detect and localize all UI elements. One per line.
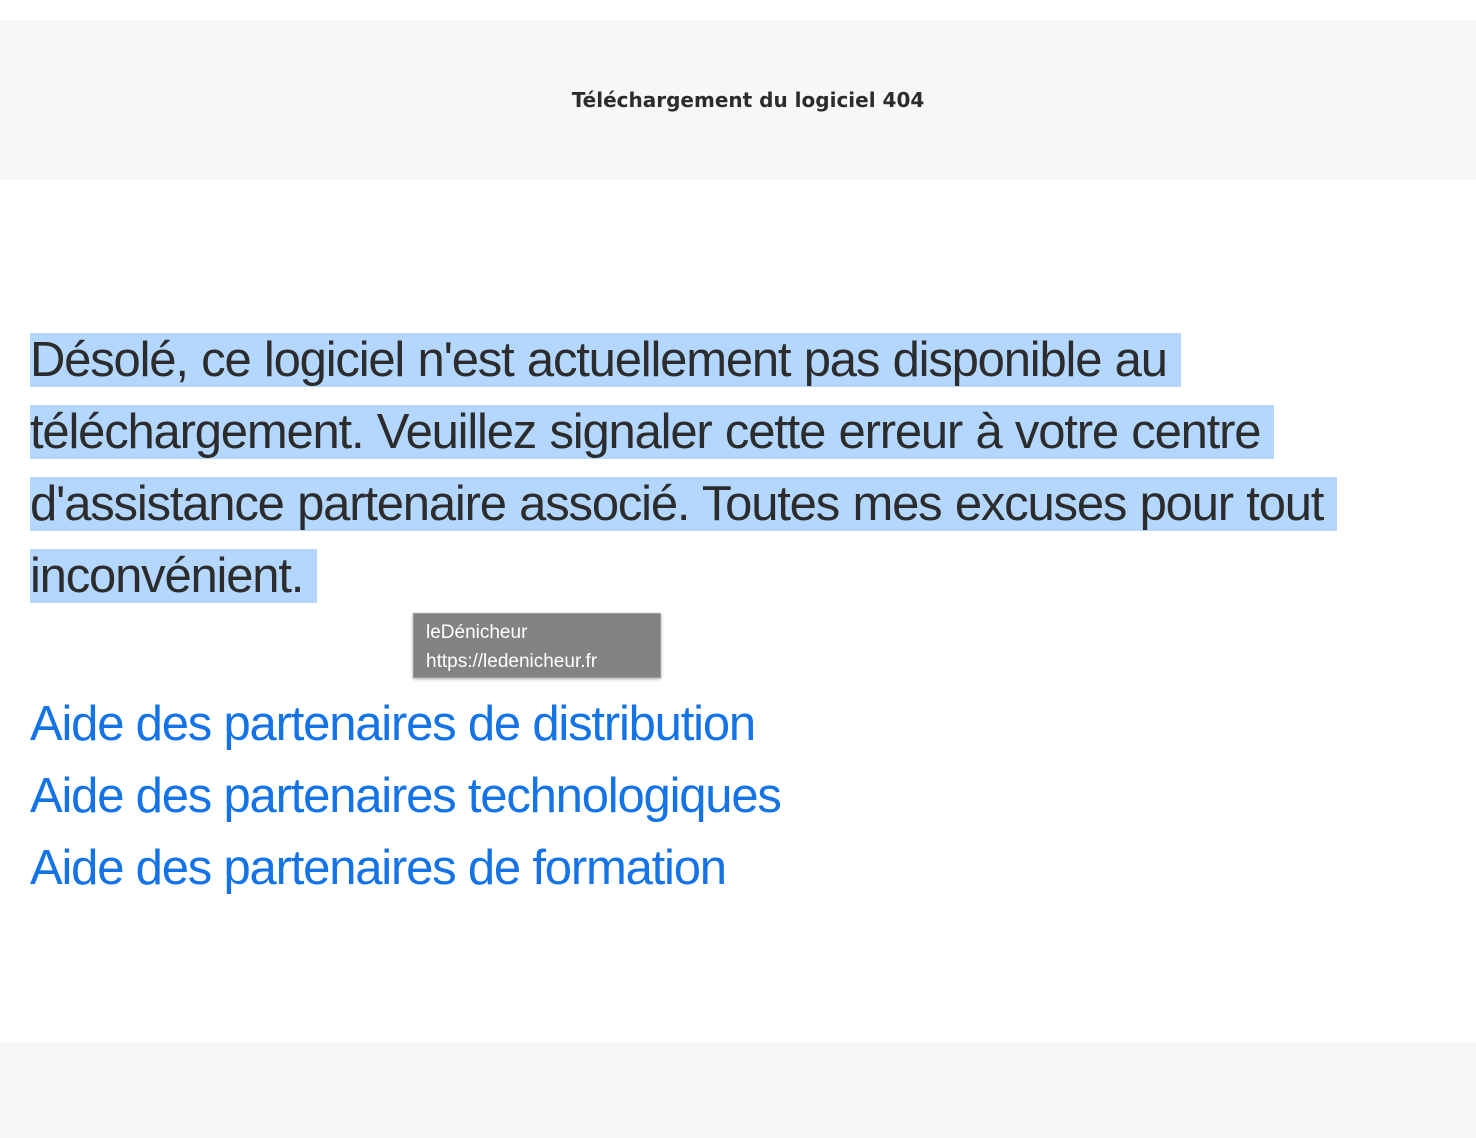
distribution-partners-help-link[interactable]: Aide des partenaires de distribution — [30, 697, 755, 751]
error-message — [30, 324, 1430, 612]
training-partners-help-link[interactable]: Aide des partenaires de formation — [30, 841, 726, 895]
list-item — [30, 760, 781, 832]
tooltip-title: leDénicheur — [426, 622, 528, 643]
page-footer — [0, 1043, 1476, 1138]
technology-partners-help-link[interactable]: Aide des partenaires technologiques — [30, 769, 781, 823]
list-item — [30, 688, 781, 760]
top-strip — [0, 0, 1476, 20]
partner-help-links — [30, 688, 781, 904]
selected-message-text: Désolé, ce logiciel n'est actuellement pas disponible au téléchargement. Veuillez signaler cette erreur à votre centre d'assistance partenaire associé. Toutes mes excuses pour tout inconvénient. — [30, 333, 1337, 603]
list-item — [30, 832, 781, 904]
page-title: Téléchargement du logiciel 404 — [571, 88, 925, 112]
tooltip-url: https://ledenicheur.fr — [426, 651, 598, 672]
link-tooltip — [413, 613, 661, 678]
